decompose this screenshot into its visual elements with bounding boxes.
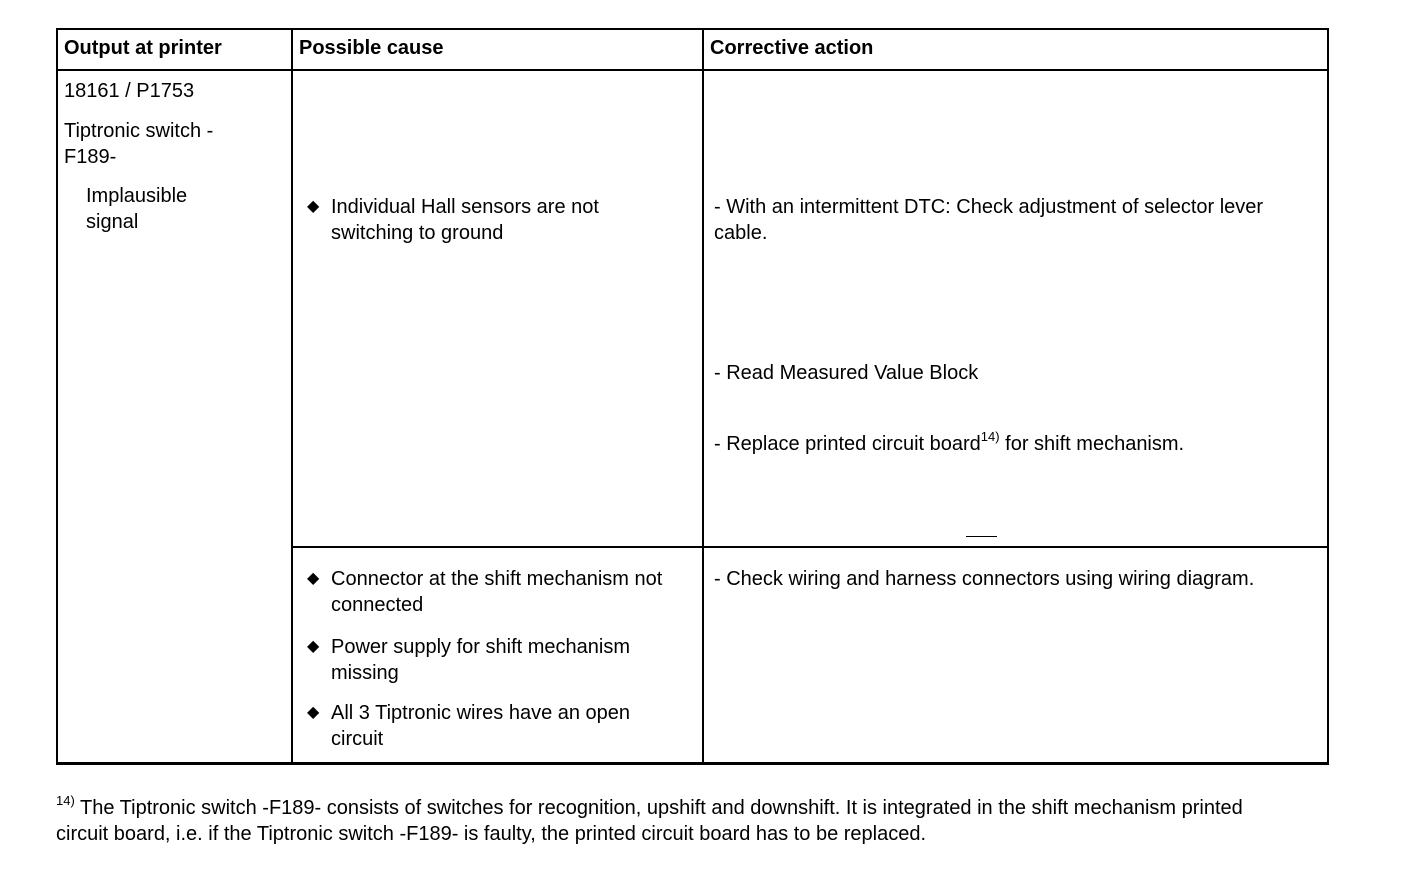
- column-divider-2: [702, 28, 704, 765]
- footnote: [56, 795, 1266, 847]
- component-name: Tiptronic switch - F189-: [64, 120, 214, 168]
- action-check-wiring: - Check wiring and harness connectors using wiring diagram.: [714, 568, 1255, 590]
- header-output-at-printer: Output at printer: [64, 37, 222, 59]
- action-read-measured-value: - Read Measured Value Block: [714, 362, 979, 384]
- bullet-icon: ◆: [307, 198, 320, 215]
- header-divider: [56, 69, 1329, 71]
- column-divider-1: [291, 28, 293, 765]
- cause-connector: Connector at the shift mechanism not connected: [331, 568, 663, 616]
- bullet-icon: ◆: [307, 638, 320, 655]
- cause-open-circuit: All 3 Tiptronic wires have an open circuit: [331, 702, 631, 750]
- table-border-left: [56, 28, 58, 765]
- footnote-text: The Tiptronic switch -F189- consists of switches for recognition, upshift and downshift. It is integrated in the shift mechanism printed circuit board, i.e. if the Tiptronic switch -F189- is faulty, the printed circuit board has to be replaced.: [56, 797, 1243, 845]
- fault-description: Implausible signal: [86, 185, 188, 233]
- cause-hall-sensors: Individual Hall sensors are not switching to ground: [331, 196, 599, 244]
- bullet-icon: ◆: [307, 704, 320, 721]
- action-check-adjustment: - With an intermittent DTC: Check adjustment of selector lever cable.: [714, 196, 1264, 244]
- table-border-bottom: [56, 762, 1329, 765]
- action-replace-board: [714, 431, 1184, 457]
- row-divider: [291, 546, 1329, 548]
- header-corrective-action: Corrective action: [710, 37, 874, 59]
- footnote-rule: [966, 536, 997, 537]
- header-possible-cause: Possible cause: [299, 37, 444, 59]
- fault-code: 18161 / P1753: [64, 80, 195, 102]
- action-replace-board-suffix: for shift mechanism.: [999, 433, 1185, 455]
- table-border-top: [56, 28, 1329, 30]
- table-border-right: [1327, 28, 1329, 765]
- footnote-reference: 14): [980, 429, 1000, 444]
- bullet-icon: ◆: [307, 570, 320, 587]
- action-replace-board-text: - Replace printed circuit board: [714, 433, 981, 455]
- footnote-marker: 14): [56, 793, 75, 808]
- cause-power-supply: Power supply for shift mechanism missing: [331, 636, 631, 684]
